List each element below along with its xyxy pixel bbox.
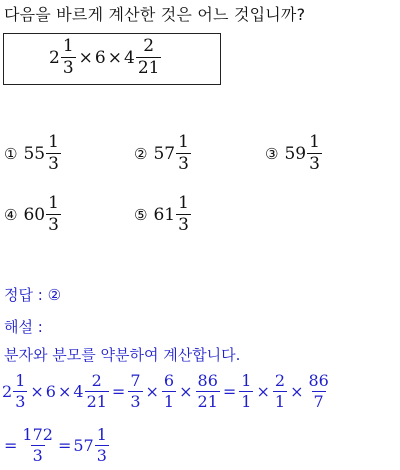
fraction: $\frac{1}{3}$ [178,132,189,174]
mixed-whole: 61 [153,204,176,225]
mixed-whole: 2 [49,47,60,68]
question-text: 다음을 바르게 계산한 것은 어느 것입니까? [4,5,306,24]
choice-5[interactable] [134,195,192,234]
fraction: $\frac{1}{3}$ [178,193,189,235]
mixed-whole: 60 [23,204,46,225]
fraction: $\frac{2}{21}$ [86,371,107,411]
question-expression [49,38,162,77]
number: 6 [94,47,106,68]
choice-2[interactable] [134,134,192,173]
fraction: $\frac{6}{1}$ [163,371,175,411]
equals-sign: = [111,382,126,401]
times-sign: × [30,382,44,401]
fraction: $\frac{1}{3}$ [62,36,74,78]
times-sign: × [57,382,72,401]
mixed-whole: 55 [23,143,46,164]
fraction: $\frac{7}{3}$ [130,371,141,411]
mixed-whole: 59 [284,143,307,164]
fraction: $\frac{1}{3}$ [48,193,59,235]
choice-marker: ⑤ [134,205,148,224]
answer-line [4,284,61,305]
fraction: $\frac{2}{1}$ [274,371,286,411]
choice-marker: ② [134,144,148,163]
times-sign: × [145,382,159,401]
choice-4[interactable] [4,195,62,234]
times-sign: × [179,382,193,401]
fraction: $\frac{1}{1}$ [241,371,252,411]
equals-sign: = [57,436,72,455]
times-sign: × [78,47,93,68]
choice-marker: ④ [4,205,18,224]
number: 6 [45,382,56,401]
times-sign: × [107,47,122,68]
fraction: $\frac{2}{21}$ [137,36,160,78]
equals-sign: = [222,382,237,401]
explanation-label: 해설 : [4,318,43,336]
mixed-whole: 2 [2,382,13,401]
fraction: $\frac{1}{3}$ [309,132,320,174]
choice-marker: ① [4,144,18,163]
fraction: $\frac{1}{3}$ [48,132,59,174]
choice-marker: ③ [265,144,279,163]
mixed-whole: 4 [123,47,135,68]
answer-label: 정답 : [4,286,48,304]
expression-box [3,33,221,85]
times-sign: × [290,382,304,401]
mixed-whole: 57 [153,143,176,164]
fraction: $\frac{1}{3}$ [15,371,26,411]
explanation-line-2 [2,427,110,464]
explanation-line-1 [2,373,332,410]
fraction: $\frac{86}{7}$ [308,371,329,411]
mixed-whole: 4 [73,382,84,401]
explanation-text: 분자와 분모를 약분하여 계산합니다. [4,346,241,364]
fraction: $\frac{86}{21}$ [197,371,218,411]
choice-3[interactable] [265,134,323,173]
answer-value: ② [47,286,62,304]
choice-1[interactable] [4,134,62,173]
equals-sign: = [4,436,18,455]
mixed-whole: 57 [73,436,94,455]
fraction: $\frac{172}{3}$ [22,425,53,465]
fraction: $\frac{1}{3}$ [96,425,107,465]
times-sign: × [256,382,270,401]
